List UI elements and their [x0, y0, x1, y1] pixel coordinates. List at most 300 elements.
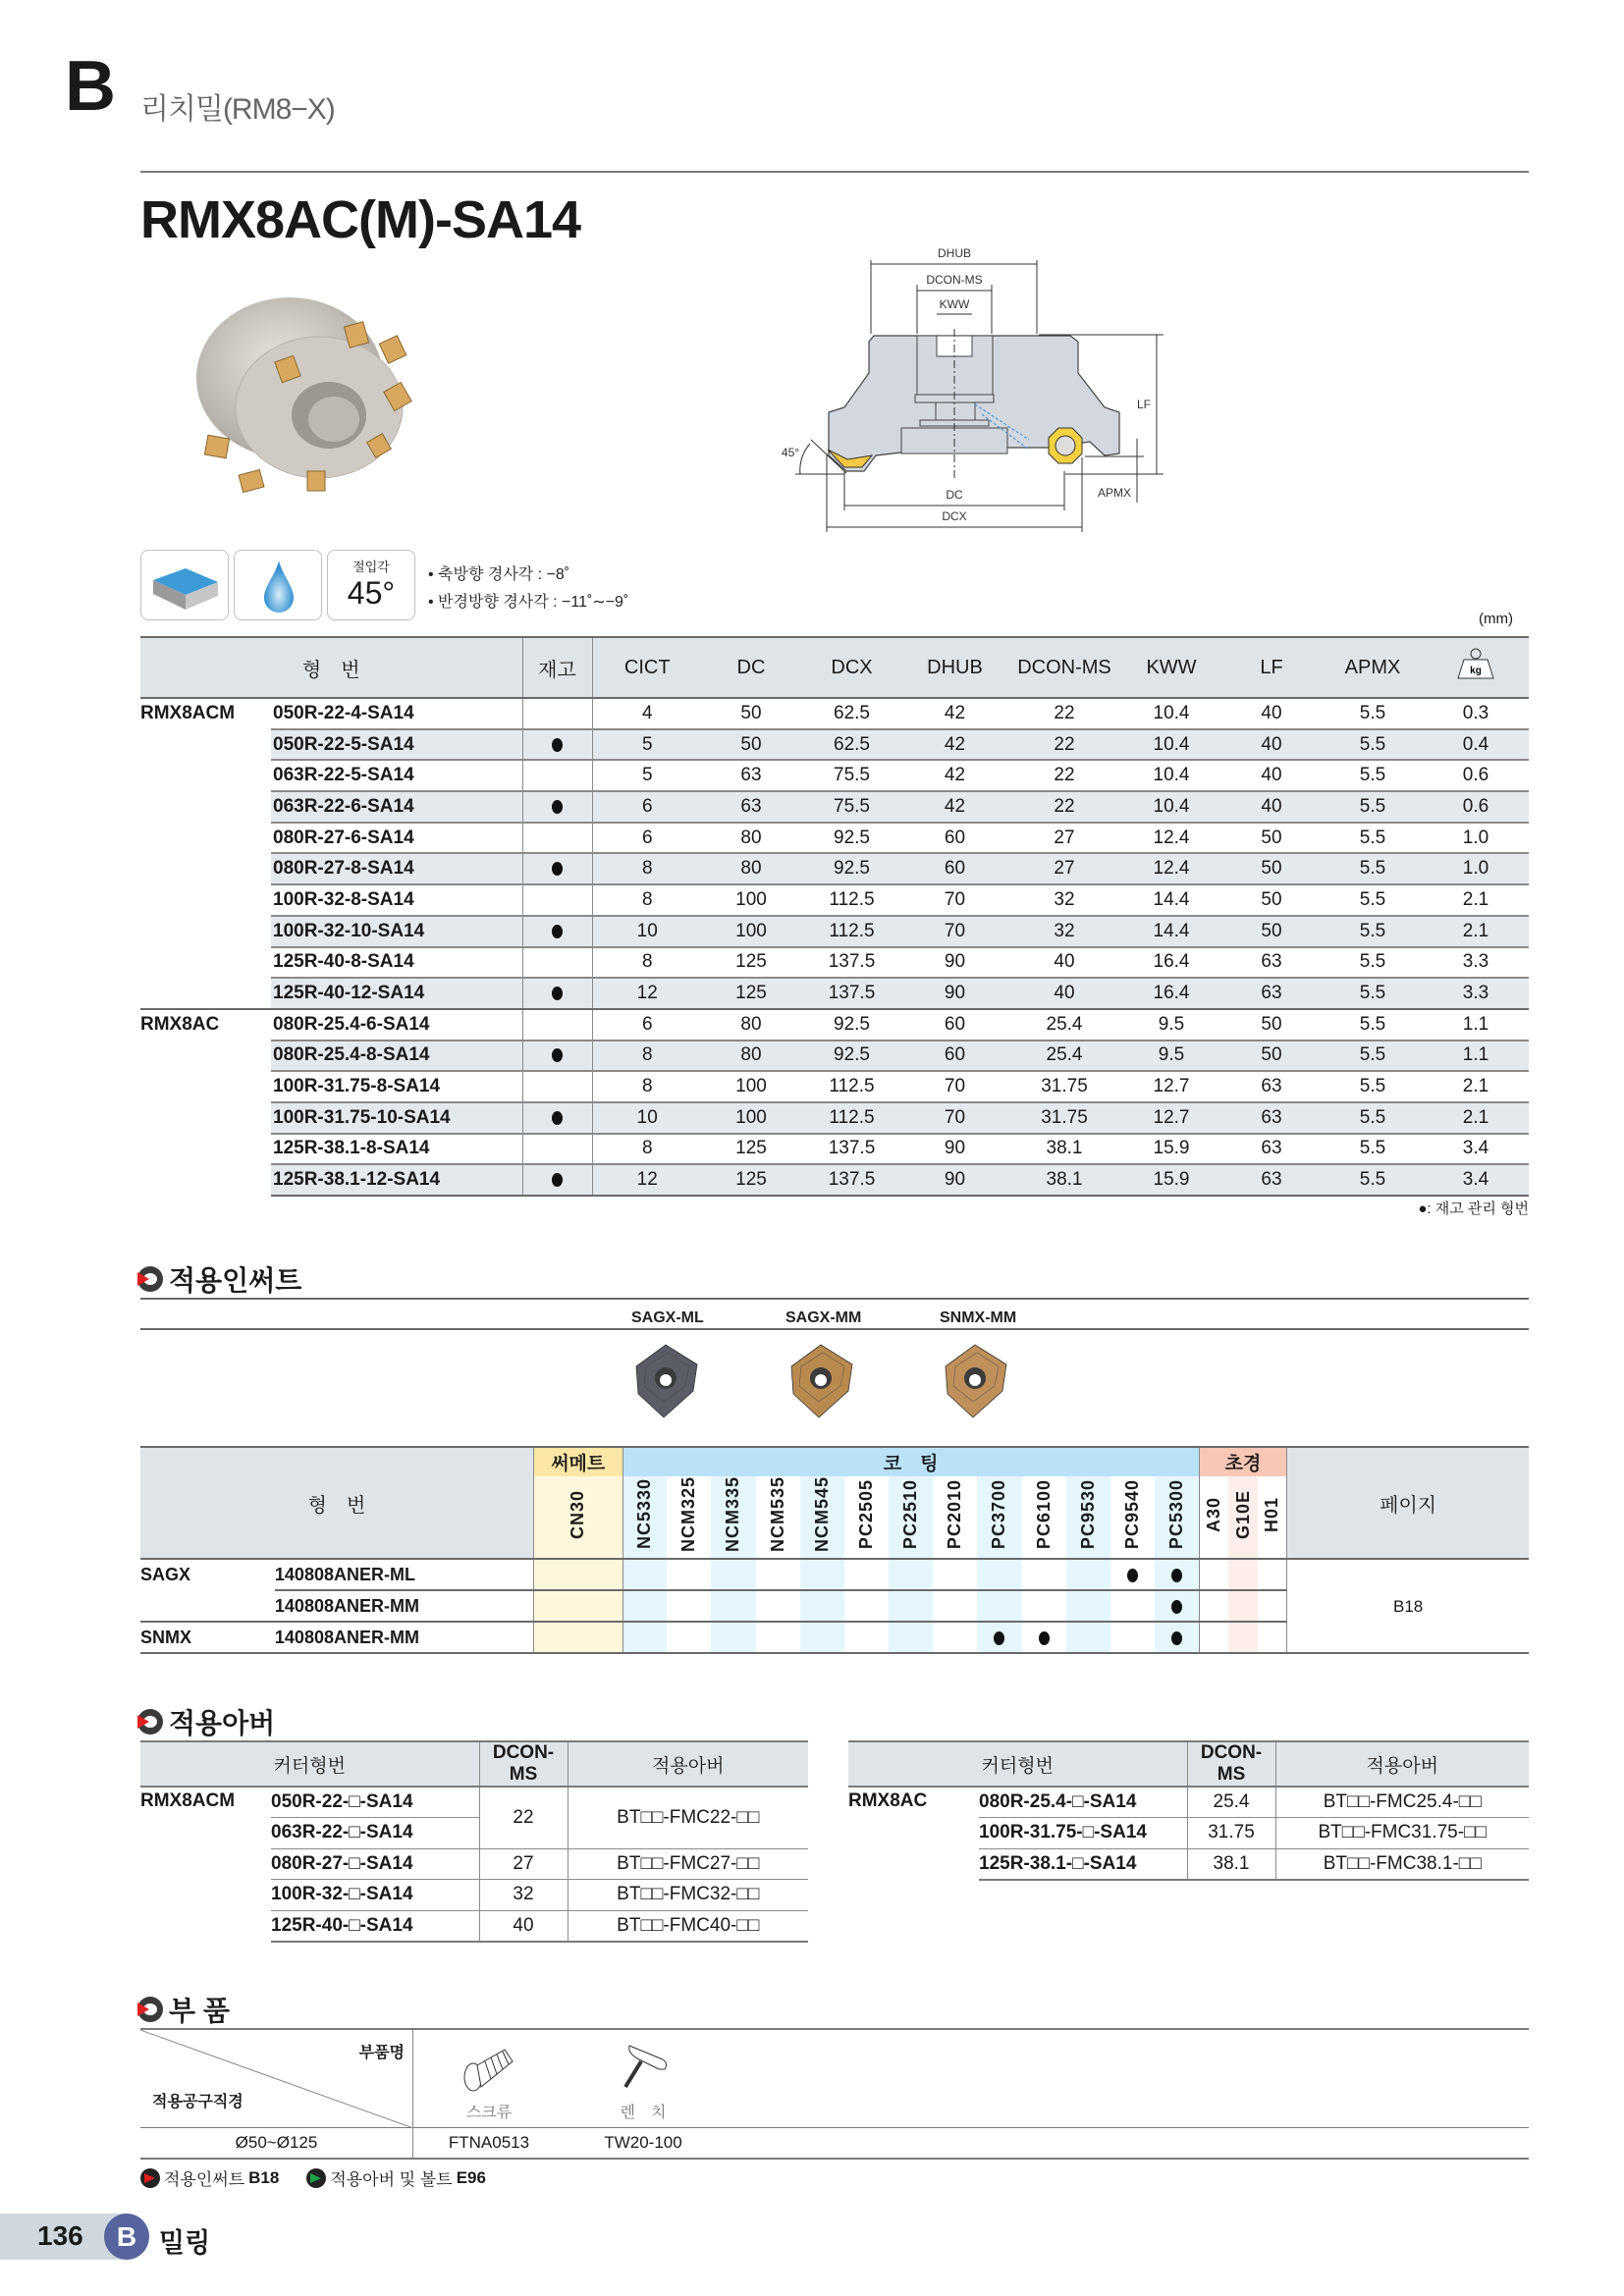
item-code: 063R-22-6-SA14 [271, 791, 522, 823]
stock-cell [522, 823, 592, 854]
grade-cell [889, 1559, 933, 1590]
grade-name: NCM545 [811, 1476, 832, 1553]
grade-cell [756, 1559, 800, 1590]
grade-cell [1110, 1559, 1155, 1590]
grade-cell [1022, 1559, 1066, 1590]
grade-table [140, 1446, 1529, 1654]
cell-cict: 6 [592, 823, 702, 854]
item-code: 050R-22-4-SA14 [273, 702, 414, 723]
grade-group-1: 코 팅 [623, 1447, 1199, 1476]
item-code: 125R-40-8-SA14 [271, 947, 522, 979]
spec-table [140, 636, 1529, 1197]
insert-code: 140808ANER-ML [274, 1564, 415, 1584]
cell-dcon-ms: 32 [1006, 916, 1122, 947]
chapter-label: 밀링 [159, 2228, 211, 2258]
corner-bottom-label: 적용공구직경 [152, 2094, 244, 2110]
link-inserts[interactable]: 적용인써트 B18 [140, 2165, 279, 2190]
cell-dcx: 92.5 [800, 1009, 903, 1041]
parts-table [140, 2028, 1529, 2190]
item-code: 080R-27-6-SA14 [271, 823, 522, 854]
grade-cell [844, 1622, 889, 1653]
grade-dot [994, 1631, 1004, 1645]
screw-code: FTNA0513 [448, 2133, 530, 2152]
cell-cict: 6 [592, 1009, 702, 1041]
grade-name: H01 [1262, 1496, 1282, 1532]
grade-name: PC3700 [989, 1478, 1009, 1550]
arbor-header-arbor: 적용아버 [1275, 1741, 1529, 1787]
spec-row [140, 1164, 1529, 1196]
stock-dot [552, 1048, 563, 1062]
arbor-dcon: 27 [479, 1848, 568, 1880]
stock-dot [552, 862, 563, 876]
grade-dot [1039, 1631, 1050, 1645]
grade-dot [1171, 1631, 1182, 1645]
cell-dhub: 60 [903, 1009, 1006, 1041]
cell-dhub: 90 [903, 947, 1006, 979]
grade-name: G10E [1232, 1489, 1253, 1539]
product-title: RMX8AC(M)-SA14 [140, 190, 581, 249]
cell-dhub: 90 [903, 1134, 1006, 1165]
stock-cell [522, 1009, 592, 1041]
arbor-name: BT□□-FMC27-□□ [568, 1848, 808, 1880]
section-arrow-icon [137, 1997, 163, 2022]
spec-row [140, 884, 1529, 916]
grade-name: PC2510 [900, 1478, 921, 1550]
section-parts [137, 1990, 230, 2029]
chapter-title: 리치밀(RM8−X) [140, 93, 335, 126]
grade-row [140, 1559, 1529, 1590]
header-dcon-ms: DCON-MS [1006, 637, 1122, 698]
cell-lf: 50 [1220, 884, 1323, 916]
cell-apmx: 5.5 [1323, 1071, 1423, 1102]
grade-cell [1155, 1559, 1199, 1590]
arbor-cutter-code: 063R-22-□-SA14 [271, 1818, 479, 1849]
arbor-row [140, 1787, 808, 1818]
cell-cict: 8 [592, 884, 702, 916]
cell-kww: 10.4 [1122, 729, 1220, 761]
cell-dcon-ms: 32 [1006, 884, 1122, 916]
cell-weight: 0.6 [1423, 791, 1529, 823]
section-inserts-title: 적용인써트 [169, 1265, 302, 1296]
approach-angle-box [327, 550, 415, 620]
insert-series: SAGX [140, 1565, 191, 1585]
grade-name: NCM335 [723, 1476, 743, 1553]
stock-cell [522, 698, 592, 729]
arbor-name: BT□□-FMC25.4-□□ [1275, 1787, 1529, 1818]
cell-kww: 16.4 [1122, 978, 1220, 1009]
cell-dc: 80 [702, 1041, 800, 1072]
spec-row [140, 1009, 1529, 1041]
cell-weight: 2.1 [1423, 1102, 1529, 1134]
stock-cell [522, 916, 592, 947]
item-code: 080R-25.4-6-SA14 [271, 1009, 522, 1041]
grade-cell [1258, 1590, 1287, 1622]
cell-dcx: 112.5 [800, 884, 903, 916]
stock-cell [522, 978, 592, 1009]
stock-cell [522, 1164, 592, 1196]
grade-cell [844, 1559, 889, 1590]
cell-lf: 63 [1220, 1164, 1323, 1196]
cell-dcon-ms: 22 [1006, 791, 1122, 823]
arbor-cutter-code: 100R-31.75-□-SA14 [979, 1818, 1187, 1849]
label-dc: DC [946, 488, 963, 502]
arbor-dcon: 25.4 [1187, 1787, 1275, 1818]
item-code: 100R-32-8-SA14 [271, 884, 522, 916]
item-code: 063R-22-5-SA14 [271, 760, 522, 791]
cell-dhub: 70 [903, 884, 1006, 916]
cell-kww: 12.4 [1122, 823, 1220, 854]
cell-weight: 3.3 [1423, 978, 1529, 1009]
insert-name-sagx-mm: SAGX-MM [785, 1309, 862, 1326]
label-dcx: DCX [942, 509, 967, 523]
cell-dcon-ms: 31.75 [1006, 1071, 1122, 1102]
grade-cell [533, 1559, 623, 1590]
cell-apmx: 5.5 [1323, 823, 1423, 854]
cell-cict: 10 [592, 1102, 702, 1134]
grade-col-ncm545 [800, 1476, 844, 1559]
grade-cell [1228, 1622, 1258, 1653]
cell-kww: 12.7 [1122, 1102, 1220, 1134]
cell-cict: 8 [592, 1134, 702, 1165]
arbor-header-arbor: 적용아버 [568, 1741, 808, 1787]
grade-col-h01 [1258, 1476, 1287, 1559]
arbor-header-code: 커터형번 [848, 1741, 1187, 1787]
arbor-header-dcon: DCON-MS [1187, 1741, 1275, 1787]
spec-row [140, 853, 1529, 884]
item-code: 080R-25.4-8-SA14 [271, 1041, 522, 1072]
arbor-name: BT□□-FMC40-□□ [568, 1910, 808, 1942]
cell-lf: 63 [1220, 1134, 1323, 1165]
cell-dc: 100 [702, 1102, 800, 1134]
section-arbors [137, 1702, 275, 1741]
arbor-dcon: 31.75 [1187, 1818, 1275, 1849]
cell-dcx: 92.5 [800, 1041, 903, 1072]
spec-row [140, 760, 1529, 791]
arbor-name: BT□□-FMC22-□□ [568, 1787, 808, 1848]
cell-lf: 63 [1220, 1071, 1323, 1102]
grade-cell [800, 1622, 844, 1653]
cell-dcon-ms: 40 [1006, 947, 1122, 979]
grade-cell [933, 1622, 977, 1653]
grade-dot [1171, 1569, 1182, 1582]
cell-kww: 14.4 [1122, 884, 1220, 916]
insert-series [140, 1590, 275, 1622]
arbor-header-dcon: DCON-MS [479, 1741, 568, 1787]
insert-image-1 [626, 1337, 705, 1425]
part-screw [440, 2040, 538, 2122]
arbor-table-left [140, 1740, 808, 1943]
cell-dhub: 90 [903, 1164, 1006, 1196]
header-weight [1423, 637, 1529, 698]
grade-name: NCM535 [767, 1476, 787, 1553]
grade-cell [844, 1590, 889, 1622]
cell-dcon-ms: 38.1 [1006, 1164, 1122, 1196]
grade-name: A30 [1203, 1496, 1223, 1532]
grade-col-nc5330 [623, 1476, 667, 1559]
cell-lf: 40 [1261, 702, 1282, 723]
arrow-red-icon [140, 2168, 160, 2188]
grade-cell [800, 1590, 844, 1622]
cell-dhub: 70 [903, 1102, 1006, 1134]
header-code: 형 번 [140, 637, 522, 698]
grade-col-pc3700 [977, 1476, 1021, 1559]
grade-cell [667, 1622, 711, 1653]
series-name: RMX8AC [140, 1009, 271, 1196]
stock-cell [522, 760, 592, 791]
grade-cell [977, 1622, 1021, 1653]
spec-row [140, 698, 1529, 729]
series-name: RMX8ACM [140, 703, 236, 723]
stock-cell [522, 1041, 592, 1072]
arbor-dcon: 22 [479, 1787, 568, 1848]
cell-lf: 50 [1220, 916, 1323, 947]
cell-apmx: 5.5 [1323, 1041, 1423, 1072]
stock-cell [522, 1071, 592, 1102]
cell-dcx: 75.5 [800, 791, 903, 823]
insert-image-3 [936, 1337, 1014, 1425]
stock-dot [552, 987, 563, 1000]
cell-dcx: 112.5 [800, 1071, 903, 1102]
grade-cell [800, 1559, 844, 1590]
cell-dc: 100 [702, 916, 800, 947]
header-kww: KWW [1122, 637, 1220, 698]
grade-cell [711, 1590, 755, 1622]
cell-kww: 10.4 [1153, 702, 1190, 723]
grade-cell [977, 1559, 1021, 1590]
cell-weight: 0.3 [1462, 702, 1489, 723]
item-code: 125R-38.1-12-SA14 [271, 1164, 522, 1196]
grade-col-pc2010 [933, 1476, 977, 1559]
arbor-dcon: 40 [479, 1910, 568, 1942]
cell-dcon-ms: 22 [1006, 760, 1122, 791]
grade-cell [667, 1590, 711, 1622]
weight-kg-icon [1454, 647, 1497, 682]
arbor-cutter-code: 080R-25.4-□-SA14 [979, 1791, 1137, 1812]
part-screw-name: 스크류 [465, 2105, 513, 2121]
grade-cell [623, 1559, 667, 1590]
cell-weight: 1.0 [1423, 823, 1529, 854]
cell-dcx: 137.5 [800, 1134, 903, 1165]
grade-cell [756, 1622, 800, 1653]
grade-dot [1127, 1569, 1138, 1582]
cell-cict: 8 [592, 1071, 702, 1102]
cell-dc: 50 [740, 702, 762, 723]
spec-row [140, 978, 1529, 1009]
cell-lf: 50 [1220, 1041, 1323, 1072]
cell-kww: 14.4 [1122, 916, 1220, 947]
cell-dc: 50 [702, 729, 800, 761]
spec-row [140, 823, 1529, 854]
link-arbors-bolts[interactable]: 적용아버 및 볼트 E96 [306, 2165, 486, 2190]
cell-weight: 1.0 [1423, 853, 1529, 884]
stock-cell [522, 1134, 592, 1165]
cell-dcx: 137.5 [800, 1164, 903, 1196]
approach-angle-label: 절입각 [352, 560, 390, 574]
unit-label: (mm) [1479, 611, 1513, 627]
cell-dhub: 60 [903, 823, 1006, 854]
cell-dcx: 137.5 [800, 978, 903, 1009]
grade-col-ncm325 [667, 1476, 711, 1559]
spec-row [140, 1041, 1529, 1072]
cell-lf: 50 [1220, 1009, 1323, 1041]
cell-weight: 3.4 [1423, 1164, 1529, 1196]
cell-weight: 0.4 [1423, 729, 1529, 761]
grade-col-pc9530 [1066, 1476, 1110, 1559]
cell-dhub: 70 [903, 1071, 1006, 1102]
arbor-name: BT□□-FMC38.1-□□ [1275, 1848, 1529, 1880]
grade-header-code: 형 번 [140, 1447, 533, 1559]
stock-footnote: ●: 재고 관리 형번 [1418, 1201, 1529, 1217]
cell-kww: 10.4 [1122, 760, 1220, 791]
spec-row [140, 947, 1529, 979]
cell-lf: 40 [1220, 729, 1323, 761]
spec-row [140, 1071, 1529, 1102]
label-kww: KWW [939, 297, 970, 311]
grade-cell [889, 1622, 933, 1653]
item-code: 100R-32-10-SA14 [271, 916, 522, 947]
cutter-photo [182, 280, 417, 496]
spec-row [140, 916, 1529, 947]
grade-col-cn30 [533, 1476, 623, 1559]
cell-dcx: 137.5 [800, 947, 903, 979]
cell-dcx: 75.5 [800, 760, 903, 791]
cell-dcon-ms: 22 [1006, 729, 1122, 761]
material-icon-box [140, 550, 229, 620]
radial-rake-note: • 반경방향 경사각 : −11˚∼−9˚ [428, 594, 629, 611]
cell-apmx: 5.5 [1323, 1009, 1423, 1041]
header-dc: DC [702, 637, 800, 698]
spec-row [140, 729, 1529, 761]
arbor-cutter-code: 080R-27-□-SA14 [271, 1848, 479, 1880]
coolant-drop-icon [235, 551, 323, 621]
grade-name: PC2010 [945, 1478, 965, 1550]
grade-cell [623, 1622, 667, 1653]
chapter-letter: B [65, 47, 116, 126]
arbor-table-right [848, 1740, 1529, 1881]
cell-dcon-ms: 27 [1006, 823, 1122, 854]
grade-name: PC9540 [1121, 1478, 1142, 1550]
stock-dot [552, 1111, 563, 1125]
grade-cell [1228, 1559, 1258, 1590]
cell-dc: 125 [702, 1164, 800, 1196]
cell-dcon-ms: 22 [1054, 702, 1075, 723]
grade-cell [756, 1590, 800, 1622]
part-wrench-name: 렌 치 [620, 2105, 667, 2121]
grade-col-pc6100 [1022, 1476, 1066, 1559]
item-code: 125R-40-12-SA14 [271, 978, 522, 1009]
grade-cell [977, 1590, 1021, 1622]
stock-dot [552, 800, 563, 814]
item-code: 050R-22-5-SA14 [271, 729, 522, 761]
spec-header-row [140, 637, 1529, 698]
label-dcon-ms: DCON-MS [926, 273, 983, 287]
arbor-dcon: 32 [479, 1880, 568, 1911]
header-dhub: DHUB [903, 637, 1006, 698]
cell-dc: 100 [702, 1071, 800, 1102]
cell-cict: 5 [592, 760, 702, 791]
insert-code: 140808ANER-MM [275, 1590, 534, 1622]
arbor-cutter-code: 050R-22-□-SA14 [271, 1791, 413, 1812]
cell-dhub: 60 [903, 1041, 1006, 1072]
arbor-header-code: 커터형번 [140, 1741, 479, 1787]
grade-cell [1066, 1590, 1110, 1622]
grade-col-pc9540 [1110, 1476, 1155, 1559]
stock-cell [522, 853, 592, 884]
cell-apmx: 5.5 [1323, 853, 1423, 884]
header-stock: 재고 [522, 637, 592, 698]
item-code: 100R-31.75-10-SA14 [271, 1102, 522, 1134]
arbor-dcon: 38.1 [1187, 1848, 1275, 1880]
grade-col-ncm535 [756, 1476, 800, 1559]
axial-rake-note: • 축방향 경사각 : −8˚ [428, 566, 570, 583]
grade-cell [623, 1590, 667, 1622]
section-arrow-icon [137, 1266, 163, 1292]
cell-kww: 15.9 [1122, 1134, 1220, 1165]
cell-dhub: 60 [903, 853, 1006, 884]
insert-page-ref[interactable]: B18 [1287, 1559, 1529, 1653]
arbor-row [848, 1787, 1529, 1818]
cell-dhub: 90 [903, 978, 1006, 1009]
grade-group-row [140, 1447, 1529, 1476]
cell-kww: 15.9 [1122, 1164, 1220, 1196]
cell-dc: 125 [702, 947, 800, 979]
arbor-name: BT□□-FMC32-□□ [568, 1880, 808, 1911]
grade-group-2: 초경 [1199, 1447, 1287, 1476]
label-dhub: DHUB [937, 246, 972, 260]
arbor-header-row [848, 1741, 1529, 1787]
stock-cell [522, 791, 592, 823]
arbor-name: BT□□-FMC31.75-□□ [1275, 1818, 1529, 1849]
header-cict: CICT [592, 637, 702, 698]
arbor-cutter-code: 125R-40-□-SA14 [271, 1910, 479, 1942]
cell-weight: 2.1 [1423, 884, 1529, 916]
cell-lf: 50 [1220, 823, 1323, 854]
cell-dc: 63 [702, 760, 800, 791]
label-lf: LF [1136, 398, 1152, 411]
cell-lf: 50 [1220, 853, 1323, 884]
cell-dcx: 112.5 [800, 916, 903, 947]
cell-kww: 12.4 [1122, 853, 1220, 884]
insert-name-sagx-ml: SAGX-ML [631, 1309, 704, 1326]
grade-group-0: 써메트 [533, 1447, 623, 1476]
header-dcx: DCX [800, 637, 903, 698]
spec-row [140, 1134, 1529, 1165]
cell-lf: 40 [1220, 760, 1323, 791]
grade-cell [1155, 1590, 1199, 1622]
wrench-code: TW20-100 [604, 2133, 682, 2152]
header-lf: LF [1220, 637, 1323, 698]
grade-col-pc2505 [844, 1476, 889, 1559]
cell-apmx: 5.5 [1323, 947, 1423, 979]
cell-cict: 12 [592, 1164, 702, 1196]
cell-lf: 40 [1220, 791, 1323, 823]
cell-weight: 1.1 [1423, 1009, 1529, 1041]
cell-cict: 10 [592, 916, 702, 947]
svg-text:kg: kg [1470, 666, 1482, 676]
grade-cell [533, 1622, 623, 1653]
material-block-icon [141, 551, 230, 621]
cell-dcon-ms: 27 [1006, 853, 1122, 884]
stock-cell [522, 884, 592, 916]
grade-cell [889, 1590, 933, 1622]
cell-dcx: 112.5 [800, 1102, 903, 1134]
cell-dhub: 42 [903, 760, 1006, 791]
insert-code: 140808ANER-MM [275, 1622, 534, 1653]
grade-cell [1022, 1590, 1066, 1622]
arbor-series: RMX8ACM [140, 1790, 236, 1811]
cell-weight: 2.1 [1423, 916, 1529, 947]
grade-cell [1110, 1590, 1155, 1622]
